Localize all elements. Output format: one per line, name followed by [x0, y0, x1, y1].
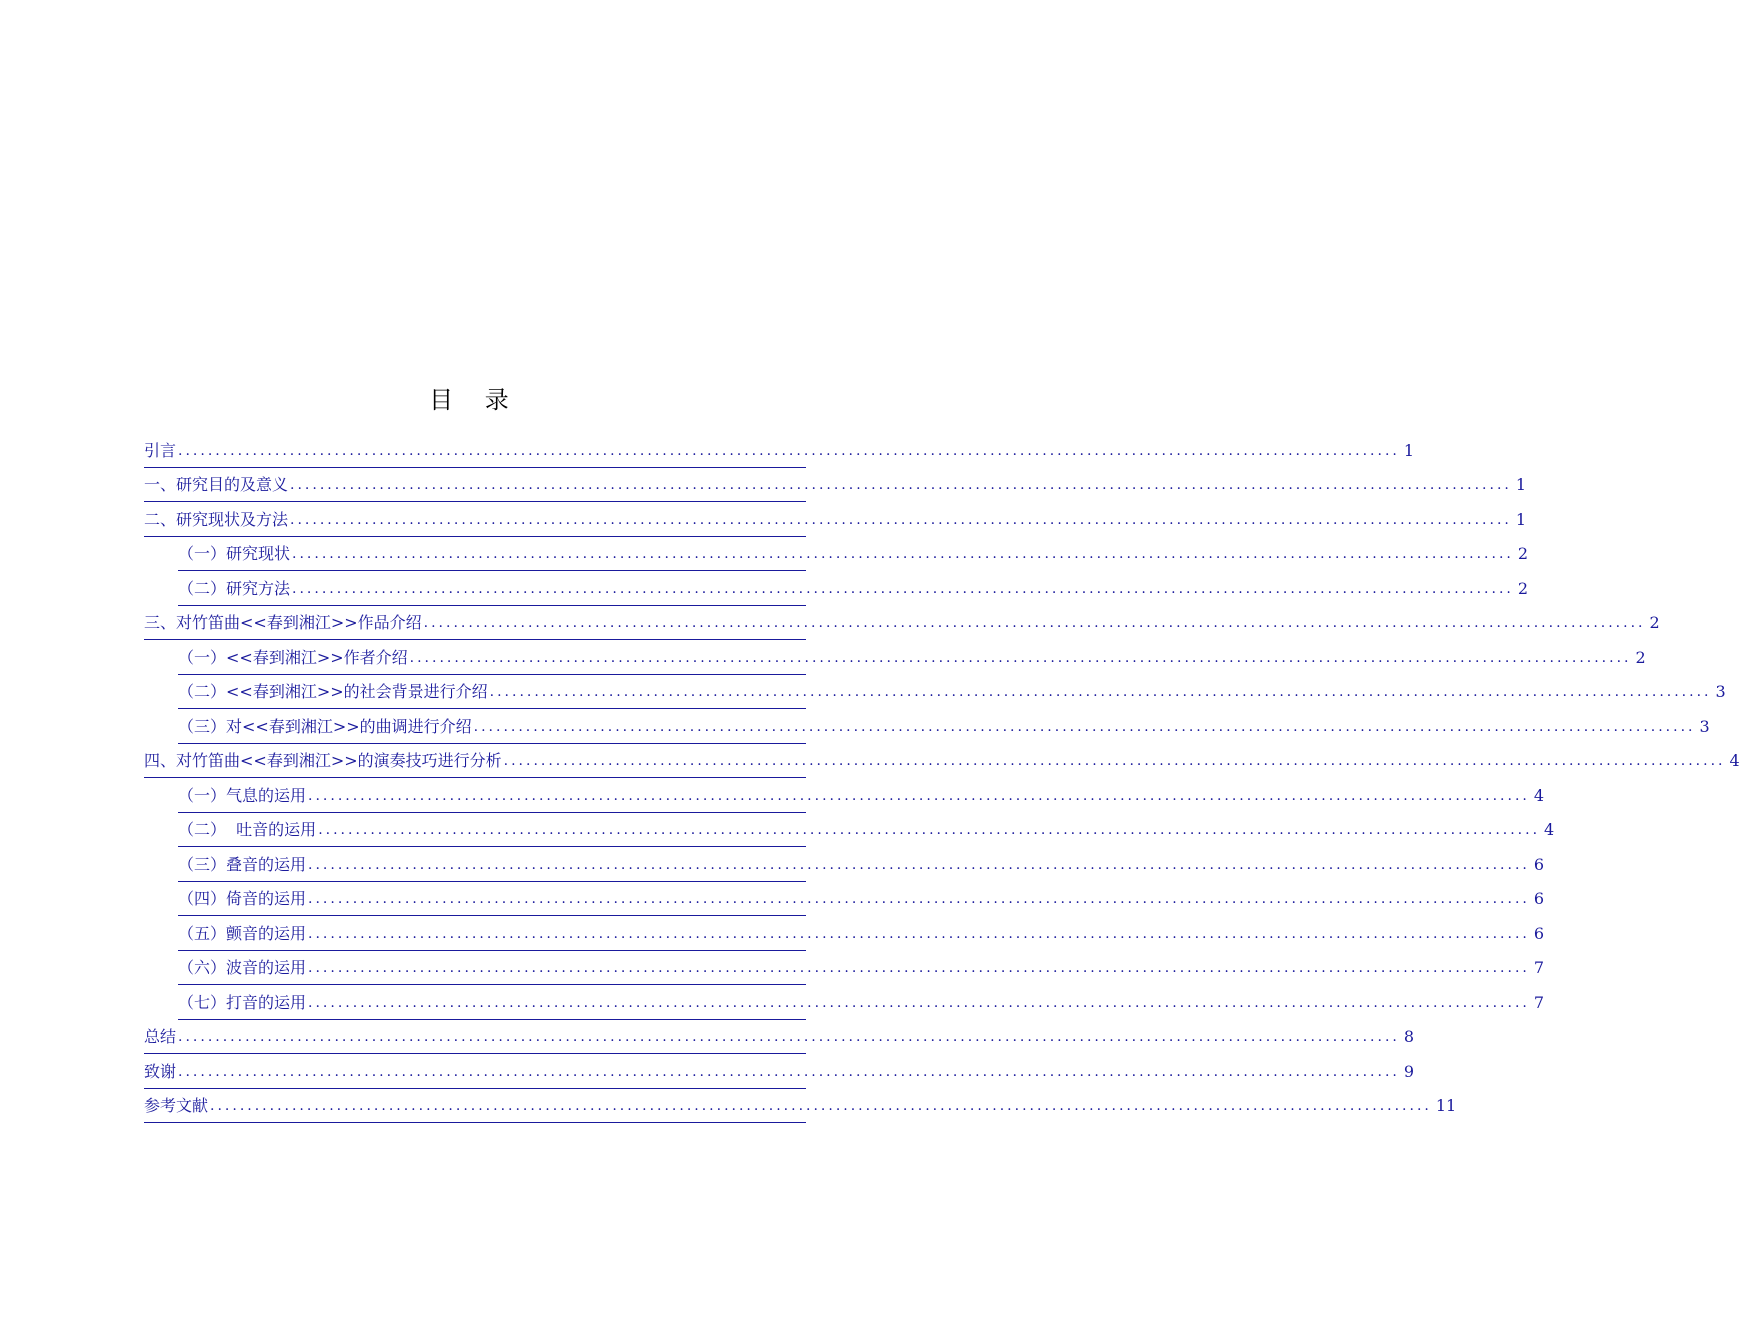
toc-entry-page: 6: [1533, 923, 1545, 943]
toc-entry[interactable]: [144, 468, 1527, 503]
toc-entry-title: （六）波音的运用: [178, 958, 307, 977]
toc-leader-dots: ....................................................................................................................................................................: [318, 822, 1541, 838]
toc-entry[interactable]: [144, 744, 1740, 779]
toc-entry-title: （一）研究现状: [178, 544, 291, 563]
toc-subentry[interactable]: [178, 709, 1710, 744]
toc-entry-page: 11: [1435, 1096, 1457, 1115]
toc-entry[interactable]: [144, 1020, 1415, 1055]
toc-subentry[interactable]: [178, 813, 1555, 848]
toc-leader-dots: ....................................................................................................................................................................: [308, 787, 1530, 804]
toc-entry-page: 7: [1533, 992, 1545, 1012]
toc-entry-page: 7: [1533, 958, 1545, 977]
toc-entry-page: 3: [1715, 682, 1726, 701]
toc-leader-dots: ....................................................................................................................................................................: [178, 1029, 1400, 1045]
toc-entry-title: 三、对竹笛曲<<春到湘江>>作品介绍: [144, 613, 422, 632]
toc-leader-dots: ....................................................................................................................................................................: [473, 718, 1696, 735]
toc-leader-dots: ....................................................................................................................................................................: [178, 442, 1400, 459]
toc-entry-page: 2: [1517, 544, 1529, 563]
toc-subentry[interactable]: [178, 847, 1545, 882]
toc-leader-dots: ....................................................................................................................................................................: [489, 684, 1712, 700]
toc-entry-title: （一）<<春到湘江>>作者介绍: [178, 647, 408, 667]
toc-leader-dots: ....................................................................................................................................................................: [308, 891, 1530, 907]
toc-leader-dots: ....................................................................................................................................................................: [409, 649, 1632, 666]
toc-entry-title: 参考文献: [144, 1096, 209, 1115]
toc-subentry[interactable]: [178, 640, 1646, 675]
toc-entry-title: （二）研究方法: [178, 578, 291, 598]
toc-subentry[interactable]: [178, 882, 1545, 917]
toc-leader-dots: ....................................................................................................................................................................: [178, 1063, 1400, 1080]
toc-subentry[interactable]: [178, 985, 1545, 1020]
toc-entry-title: （三）对<<春到湘江>>的曲调进行介绍: [178, 716, 472, 736]
toc-entry-page: 6: [1533, 889, 1545, 908]
toc-entry-page: 3: [1699, 716, 1710, 736]
toc-entry-page: 8: [1403, 1027, 1415, 1046]
toc-entry-title: 引言: [144, 440, 177, 460]
toc-entry-page: 1: [1403, 440, 1415, 460]
toc-leader-dots: ....................................................................................................................................................................: [290, 511, 1512, 528]
toc-subentry[interactable]: [178, 537, 1529, 572]
toc-entry-title: （二）<<春到湘江>>的社会背景进行介绍: [178, 682, 488, 701]
toc-entry-title: （三）叠音的运用: [178, 854, 307, 874]
toc-entry-title: 一、研究目的及意义: [144, 475, 289, 494]
toc-entry-title: （七）打音的运用: [178, 992, 307, 1012]
toc-leader-dots: ....................................................................................................................................................................: [503, 753, 1726, 769]
toc-subentry[interactable]: [178, 571, 1529, 606]
toc-entry-title: 二、研究现状及方法: [144, 509, 289, 529]
toc-entry-page: 2: [1517, 578, 1529, 598]
toc-entry[interactable]: [144, 1054, 1415, 1089]
toc-title: 目 录: [429, 386, 521, 414]
toc-entry[interactable]: [144, 606, 1660, 641]
toc-entry-title: 总结: [144, 1027, 177, 1046]
toc-leader-dots: ....................................................................................................................................................................: [308, 960, 1530, 976]
toc-leader-dots: ....................................................................................................................................................................: [210, 1098, 1432, 1114]
toc-entry-page: 1: [1515, 509, 1527, 529]
toc-entry-page: 6: [1533, 854, 1545, 874]
toc-entry-page: 4: [1729, 751, 1740, 770]
toc-subentry[interactable]: [178, 675, 1726, 710]
toc-subentry[interactable]: [178, 778, 1545, 813]
toc-leader-dots: ....................................................................................................................................................................: [308, 856, 1530, 873]
toc-leader-dots: ....................................................................................................................................................................: [290, 477, 1512, 493]
toc-entry-title: （二） 吐音的运用: [178, 820, 317, 839]
toc-entry-page: 9: [1403, 1061, 1415, 1081]
toc-subentry[interactable]: [178, 916, 1545, 951]
toc-entry[interactable]: [144, 1089, 1457, 1124]
toc-entry-page: 1: [1515, 475, 1527, 494]
toc-entry-title: （四）倚音的运用: [178, 889, 307, 908]
toc-entry-page: 2: [1635, 647, 1646, 667]
toc-leader-dots: ....................................................................................................................................................................: [423, 615, 1646, 631]
table-of-contents: [144, 433, 1740, 1123]
toc-leader-dots: ....................................................................................................................................................................: [308, 925, 1530, 942]
toc-entry-title: 致谢: [144, 1061, 177, 1081]
toc-subentry[interactable]: [178, 951, 1545, 986]
toc-entry-page: 2: [1649, 613, 1660, 632]
toc-leader-dots: ....................................................................................................................................................................: [292, 580, 1514, 597]
toc-entry-page: 4: [1533, 785, 1545, 805]
toc-leader-dots: ....................................................................................................................................................................: [292, 546, 1514, 562]
toc-entry-page: 4: [1544, 820, 1555, 839]
toc-entry-title: （五）颤音的运用: [178, 923, 307, 943]
toc-entry[interactable]: [144, 502, 1527, 537]
toc-leader-dots: ....................................................................................................................................................................: [308, 994, 1530, 1011]
toc-entry-title: 四、对竹笛曲<<春到湘江>>的演奏技巧进行分析: [144, 751, 502, 770]
toc-entry-title: （一）气息的运用: [178, 785, 307, 805]
toc-entry[interactable]: [144, 433, 1415, 468]
